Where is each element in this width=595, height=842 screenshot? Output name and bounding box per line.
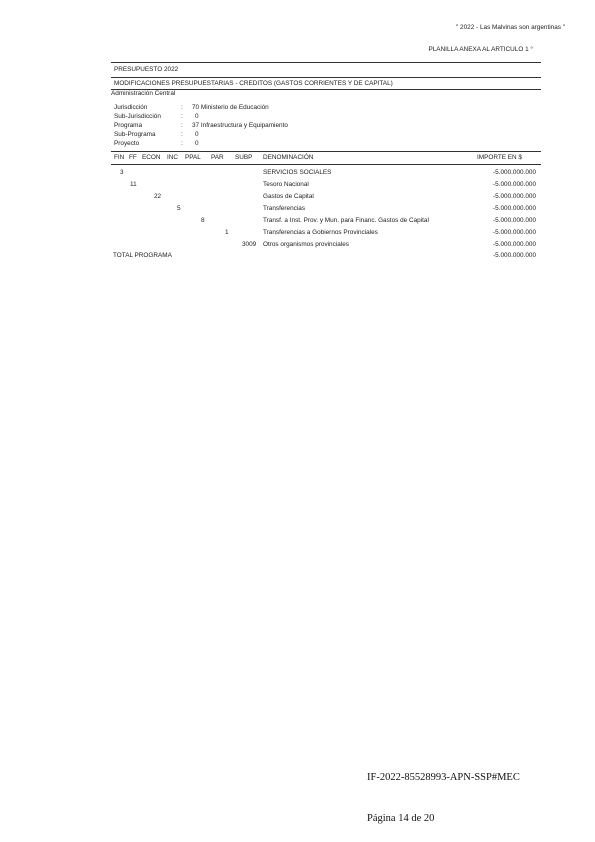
classification-sep: : — [181, 131, 183, 138]
classification-value: 0 — [195, 131, 199, 138]
classification-sep: : — [181, 122, 183, 129]
classification-sep: : — [181, 104, 183, 111]
header-ppal: PPAL — [185, 154, 201, 161]
total-value: -5.000.000.000 — [493, 252, 536, 259]
divider — [111, 151, 541, 152]
classification-sep: : — [181, 113, 183, 120]
document-id: IF-2022-85528993-APN-SSP#MEC — [367, 772, 520, 783]
budget-year: PRESUPUESTO 2022 — [114, 66, 179, 73]
row-code: 11 — [130, 181, 137, 188]
header-importe: IMPORTE EN $ — [477, 154, 522, 161]
row-importe: -5.000.000.000 — [493, 169, 536, 176]
row-denominacion: Transferencias — [263, 205, 306, 212]
row-code: 3009 — [242, 241, 257, 248]
row-denominacion: Gastos de Capital — [263, 193, 314, 200]
row-code: 8 — [201, 217, 205, 224]
row-importe: -5.000.000.000 — [493, 181, 536, 188]
row-denominacion: Otros organismos provinciales — [263, 241, 349, 248]
divider — [111, 89, 541, 90]
header-econ: ECON — [142, 154, 161, 161]
annex-title: PLANILLA ANEXA AL ARTICULO 1 ° — [428, 46, 533, 53]
row-denominacion: Tesoro Nacional — [263, 181, 309, 188]
row-code: 5 — [177, 205, 181, 212]
row-denominacion: SERVICIOS SOCIALES — [263, 169, 332, 176]
row-importe: -5.000.000.000 — [493, 241, 536, 248]
header-subp: SUBP — [235, 154, 253, 161]
row-code: 3 — [120, 169, 124, 176]
header-denominacion: DENOMINACIÓN — [263, 154, 314, 161]
divider — [111, 62, 541, 63]
row-importe: -5.000.000.000 — [493, 217, 536, 224]
row-code: 22 — [154, 193, 162, 200]
header-ff: FF — [129, 154, 137, 161]
classification-label: Programa — [114, 122, 143, 129]
header-fin: FIN — [114, 154, 125, 161]
row-code: 1 — [225, 229, 229, 236]
classification-label: Proyecto — [114, 140, 140, 147]
classification-label: Sub-Jurisdicción — [114, 113, 161, 120]
page-number: Página 14 de 20 — [367, 813, 435, 824]
header-inc: INC — [167, 154, 179, 161]
row-importe: -5.000.000.000 — [493, 193, 536, 200]
classification-label: Sub-Programa — [114, 131, 156, 138]
classification-label: Jurisdicción — [114, 104, 148, 111]
modifications-title: MODIFICACIONES PRESUPUESTARIAS - CREDITOS (GASTOS CORRIENTES Y DE CAPITAL) — [114, 80, 393, 87]
administration-label: Administración Central — [111, 90, 176, 97]
row-denominacion: Transferencias a Gobiernos Provinciales — [263, 229, 378, 236]
classification-value: 37 Infraestructura y Equipamiento — [192, 122, 288, 129]
row-denominacion: Transf. a Inst. Prov. y Mun. para Financ. Gastos de Capital — [263, 217, 429, 224]
header-motto: " 2022 - Las Malvinas son argentinas " — [456, 24, 565, 31]
classification-value: 70 Ministerio de Educación — [192, 104, 269, 111]
row-importe: -5.000.000.000 — [493, 205, 536, 212]
classification-value: 0 — [195, 113, 199, 120]
classification-sep: : — [181, 140, 183, 147]
divider — [111, 164, 541, 165]
divider — [111, 77, 541, 78]
header-par: PAR — [211, 154, 224, 161]
row-importe: -5.000.000.000 — [493, 229, 536, 236]
classification-value: 0 — [195, 140, 199, 147]
total-label: TOTAL PROGRAMA — [113, 252, 172, 259]
